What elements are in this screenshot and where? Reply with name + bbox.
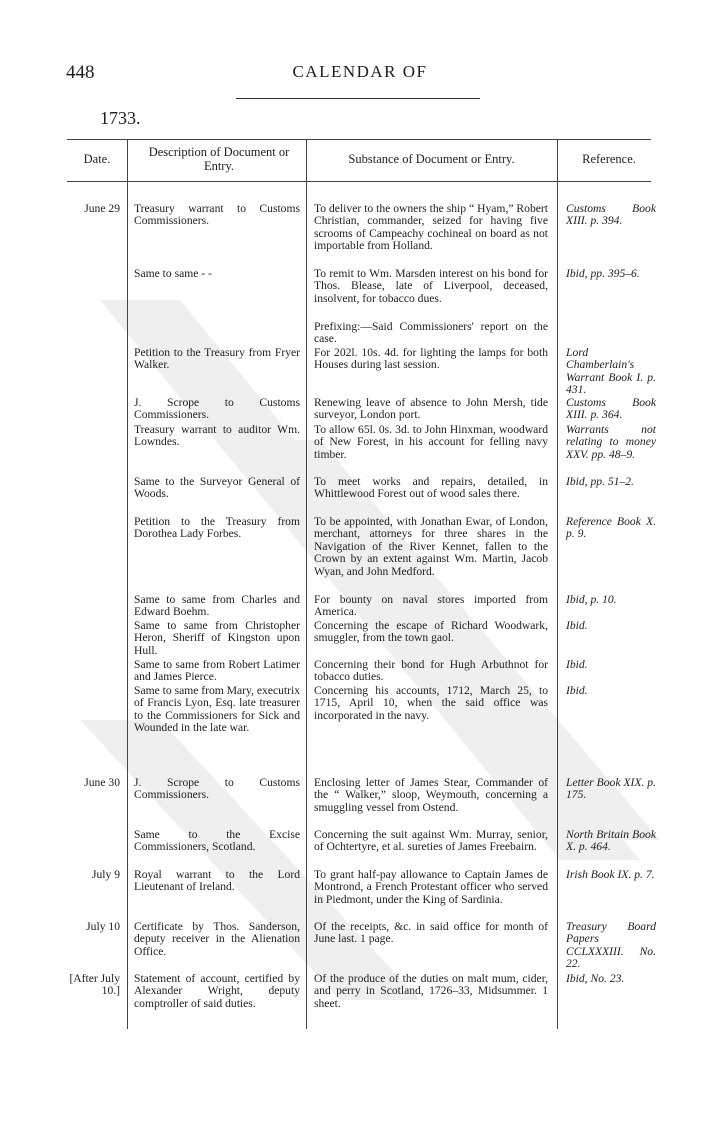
entry-reference: Treasury Board Papers CCLXXXIII. No. 22.	[566, 920, 656, 971]
header-substance: Substance of Document or Entry.	[348, 152, 515, 166]
header-bottom-rule	[67, 181, 651, 182]
year-heading: 1733.	[100, 108, 141, 128]
entry-substance: Concerning his accounts, 1712, March 25, to 1715, April 10, when the said office was incorporated in the navy.	[314, 684, 548, 722]
head-rule	[236, 98, 480, 99]
entry-reference: Ibid, p. 10.	[566, 593, 617, 606]
entry-substance: Of the produce of the duties on malt mum, cider, and perry in Scotland, 1726–33, Midsummer. 1 sheet.	[314, 972, 548, 1010]
entry-date: July 10	[86, 920, 120, 933]
table-top-rule	[67, 139, 651, 140]
entry-substance: To meet works and repairs, detailed, in Whittlewood Forest out of wood sales there.	[314, 475, 548, 501]
entry-reference: Ibid.	[566, 658, 588, 671]
entry-description: Petition to the Treasury from Dorothea Lady Forbes.	[134, 515, 300, 541]
entry-reference: Ibid, pp. 51–2.	[566, 475, 634, 488]
entry-substance: Concerning the suit against Wm. Murray, senior, of Ochtertyre, et al. sureties of James Freebairn.	[314, 828, 548, 854]
entry-substance: Of the receipts, &c. in said office for month of June last. 1 page.	[314, 920, 548, 946]
entry-description: Treasury warrant to Customs Commissioners.	[134, 202, 300, 228]
entry-reference: Ibid.	[566, 684, 588, 697]
entry-substance: Concerning the escape of Richard Woodwark, smuggler, from the town gaol.	[314, 619, 548, 645]
header-description: Description of Document or Entry.	[148, 145, 290, 173]
entry-substance: Enclosing letter of James Stear, Commander of the “ Walker,” sloop, Weymouth, concerning a smuggling vessel from Ostend.	[314, 776, 548, 814]
column-divider	[557, 140, 558, 1029]
entry-description: Same to the Surveyor General of Woods.	[134, 475, 300, 501]
entry-reference: Warrants not relating to money XXV. pp. 48–9.	[566, 423, 656, 461]
entry-description: Petition to the Treasury from Fryer Walker.	[134, 346, 300, 372]
page-number: 448	[66, 62, 95, 83]
entry-reference: Letter Book XIX. p. 175.	[566, 776, 656, 802]
entry-substance: For bounty on naval stores imported from America.	[314, 593, 548, 619]
column-divider	[127, 140, 128, 1029]
entry-substance: Concerning their bond for Hugh Arbuthnot for tobacco duties.	[314, 658, 548, 684]
entry-substance: To allow 65l. 0s. 3d. to John Hinxman, woodward of New Forest, in his account for felling navy timber.	[314, 423, 548, 461]
entry-reference: Lord Chamberlain's Warrant Book I. p. 431.	[566, 346, 656, 397]
entry-description: Royal warrant to the Lord Lieutenant of Ireland.	[134, 868, 300, 894]
entry-description: Statement of account, certified by Alexander Wright, deputy comptroller of said duties.	[134, 972, 300, 1010]
entry-substance: To deliver to the owners the ship “ Hyam,” Robert Christian, commander, seized for having five scrooms of Campeachy cochineal on board as not importable from Holland.	[314, 202, 548, 253]
entry-note: Prefixing:—Said Commissioners' report on the case.	[314, 320, 548, 346]
entry-reference: Irish Book IX. p. 7.	[566, 868, 655, 881]
entry-substance: For 202l. 10s. 4d. for lighting the lamps for both Houses during last session.	[314, 346, 548, 372]
entry-description: J. Scrope to Customs Commissioners.	[134, 396, 300, 422]
entry-description: Same to same from Robert Latimer and James Pierce.	[134, 658, 300, 684]
header-date: Date.	[83, 152, 111, 166]
entry-description: Treasury warrant to auditor Wm. Lowndes.	[134, 423, 300, 449]
entry-reference: North Britain Book X. p. 464.	[566, 828, 656, 854]
entry-description: J. Scrope to Customs Commissioners.	[134, 776, 300, 802]
entry-substance: To grant half-pay allowance to Captain James de Montrond, a French Protestant officer who served in Piedmont, under the King of Sardinia.	[314, 868, 548, 906]
entry-description: Same to the Excise Commissioners, Scotland.	[134, 828, 300, 854]
entry-date: June 29	[84, 202, 120, 215]
entry-reference: Ibid, No. 23.	[566, 972, 625, 985]
entry-description: Same to same from Charles and Edward Boehm.	[134, 593, 300, 619]
entry-reference: Customs Book XIII. p. 394.	[566, 202, 656, 228]
entry-description: Certificate by Thos. Sanderson, deputy receiver in the Alienation Office.	[134, 920, 300, 958]
entry-reference: Ibid.	[566, 619, 588, 632]
entry-reference: Ibid, pp. 395–6.	[566, 267, 640, 280]
entry-reference: Reference Book X. p. 9.	[566, 515, 656, 541]
entry-date: July 9	[91, 868, 120, 881]
entry-description: Same to same from Christopher Heron, Sheriff of Kingston upon Hull.	[134, 619, 300, 657]
header-reference: Reference.	[582, 152, 636, 166]
entry-date: [After July 10.]	[69, 972, 120, 998]
entry-substance: To be appointed, with Jonathan Ewar, of London, merchant, attorneys for three shares in the Navigation of the River Kennet, fallen to the Crown by an extent against Wm. Martin, Jacob Wyan, and John Medford.	[314, 515, 548, 578]
entry-substance: Renewing leave of absence to John Mersh, tide surveyor, London port.	[314, 396, 548, 422]
entry-date: June 30	[84, 776, 120, 789]
entry-description: Same to same from Mary, executrix of Francis Lyon, Esq. late treasurer to the Commissioners for Sick and Wounded in the late war.	[134, 684, 301, 735]
running-head: CALENDAR OF	[292, 62, 428, 81]
entry-description: Same to same - -	[134, 267, 212, 280]
column-divider	[306, 140, 307, 1029]
entry-reference: Customs Book XIII. p. 364.	[566, 396, 656, 422]
entry-substance: To remit to Wm. Marsden interest on his bond for Thos. Blease, late of Liverpool, deceased, insolvent, for tobacco dues.	[314, 267, 548, 305]
